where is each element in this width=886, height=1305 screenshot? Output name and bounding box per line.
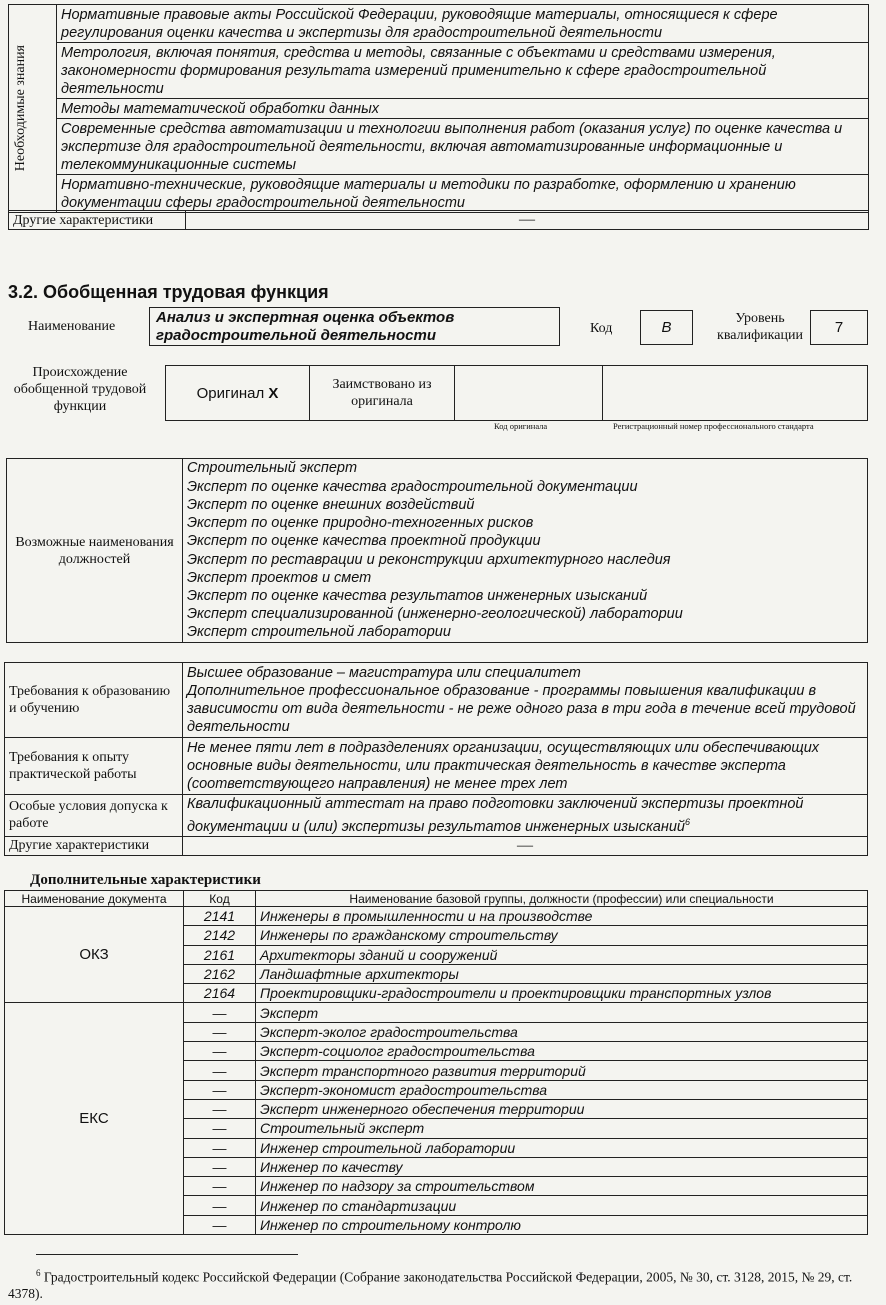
okz-name: Инженеры по гражданскому строительству <box>256 926 868 945</box>
eks-name: Инженер строительной лаборатории <box>256 1138 868 1157</box>
eks-name: Эксперт-эколог градостроительства <box>256 1022 868 1041</box>
okz-name: Ландшафтные архитекторы <box>256 964 868 983</box>
function-name: Анализ и экспертная оценка объектов градостроительной деятельности <box>149 307 560 346</box>
knowledge-item: Нормативные правовые акты Российской Федерации, руководящие материалы, относящиеся к сфере регулирования оценки качества и экспертизы для градостроительной деятельности <box>57 5 869 43</box>
knowledge-item: Нормативно-технические, руководящие материалы и методики по разработке, оформлению и хранению документации сферы градостроительной деятельности <box>57 175 869 213</box>
positions-label: Возможные наименования должностей <box>7 459 183 643</box>
special-label: Особые условия допуска к работе <box>5 795 183 837</box>
position-item: Эксперт проектов и смет <box>187 569 372 586</box>
okz-name: Проектировщики-градостроители и проектировщики транспортных узлов <box>256 984 868 1003</box>
position-item: Эксперт по оценке качества проектной продукции <box>187 533 541 550</box>
code-value: B <box>640 310 693 345</box>
header-doc: Наименование документа <box>5 891 184 907</box>
knowledge-other-table <box>8 210 869 230</box>
edu-value-1: Высшее образование – магистратура или специалитет <box>187 665 581 681</box>
additional-table <box>4 890 868 1235</box>
eks-code: — <box>184 1003 256 1022</box>
footnote-text: Градостроительный кодекс Российской Федерации (Собрание законодательства Российской Федерации, 2005, № 30, ст. 3128, 2015, № 29, ст. 4378). <box>8 1269 853 1301</box>
additional-title: Дополнительные характеристики <box>30 872 261 888</box>
footnote <box>8 1265 868 1302</box>
knowledge-side-cell <box>9 5 57 213</box>
okz-code: 2142 <box>184 926 256 945</box>
original-mark: X <box>268 384 279 402</box>
header-name: Наименование базовой группы, должности (профессии) или специальности <box>256 891 868 907</box>
edu-label: Требования к образованию и обучению <box>5 663 183 738</box>
okz-row <box>5 907 868 926</box>
eks-code: — <box>184 1022 256 1041</box>
footnote-mark: 6 <box>36 1268 41 1278</box>
eks-name: Эксперт <box>256 1003 868 1022</box>
knowledge-side-label: Необходимые знания <box>13 45 28 172</box>
eks-code: — <box>184 1119 256 1138</box>
section-title: 3.2. Обобщенная трудовая функция <box>8 282 329 302</box>
position-item: Эксперт по оценке качества результатов инженерных изысканий <box>187 587 648 604</box>
positions-table <box>6 458 868 643</box>
borrowed-label: Заимствовано из оригинала <box>310 366 455 421</box>
origin-table <box>165 365 868 421</box>
eks-name: Эксперт-социолог градостроительства <box>256 1042 868 1061</box>
edu-value-2: Дополнительное профессиональное образование - программы повышения квалификации в зависимости от вида деятельности - не реже одного раза в три года в течение всей трудовой деятельности <box>187 683 856 735</box>
okz-label: ОКЗ <box>5 907 184 1003</box>
eks-code: — <box>184 1196 256 1215</box>
special-footnote-mark: 6 <box>684 817 690 827</box>
position-item: Эксперт по оценке внешних воздействий <box>187 496 475 513</box>
exp-label: Требования к опыту практической работы <box>5 738 183 795</box>
reg-caption: Регистрационный номер профессионального стандарта <box>613 421 814 431</box>
okz-code: 2141 <box>184 907 256 926</box>
position-item: Эксперт специализированной (инженерно-геологической) лаборатории <box>187 606 683 623</box>
header-code: Код <box>184 891 256 907</box>
edu-value <box>183 663 868 738</box>
eks-name: Эксперт инженерного обеспечения территории <box>256 1099 868 1118</box>
additional-header-row <box>5 891 868 907</box>
special-value-cell <box>183 795 868 837</box>
req-other-label: Другие характеристики <box>5 836 183 855</box>
knowledge-table <box>8 4 869 213</box>
eks-name: Инженер по качеству <box>256 1157 868 1176</box>
position-item: Эксперт по оценке качества градостроительной документации <box>187 478 638 495</box>
eks-name: Инженер по строительному контролю <box>256 1215 868 1234</box>
other-value: — <box>186 211 869 230</box>
special-value: Квалификационный аттестат на право подготовки заключений экспертизы проектной документации и (или) экспертизы результатов инженерных изысканий <box>187 796 804 835</box>
okz-code: 2162 <box>184 964 256 983</box>
original-cell <box>166 366 310 421</box>
eks-name: Эксперт-экономист градостроительства <box>256 1080 868 1099</box>
okz-name: Инженеры в промышленности и на производстве <box>256 907 868 926</box>
exp-value: Не менее пяти лет в подразделениях организации, осуществляющих или обеспечивающих основные виды деятельности, или практическая деятельность в качестве эксперта (соответствующего направления) не менее трех лет <box>183 738 868 795</box>
okz-name: Архитекторы зданий и сооружений <box>256 945 868 964</box>
positions-list <box>183 459 868 643</box>
position-item: Эксперт по реставрации и реконструкции архитектурного наследия <box>187 551 671 568</box>
okz-code: 2164 <box>184 984 256 1003</box>
position-item: Эксперт по оценке природно-техногенных рисков <box>187 515 534 532</box>
eks-name: Эксперт транспортного развития территорий <box>256 1061 868 1080</box>
knowledge-item: Современные средства автоматизации и технологии выполнения работ (оказания услуг) по оценке качества и экспертизе для градостроительной деятельности, включая автоматизированные информационные и телекоммуникационные системы <box>57 119 869 175</box>
requirements-table <box>4 662 868 856</box>
eks-row <box>5 1003 868 1022</box>
eks-code: — <box>184 1061 256 1080</box>
reg-number-cell <box>603 366 868 421</box>
eks-code: — <box>184 1177 256 1196</box>
other-label: Другие характеристики <box>9 211 186 230</box>
name-label: Наименование <box>28 319 116 334</box>
eks-name: Инженер по стандартизации <box>256 1196 868 1215</box>
level-value: 7 <box>810 310 868 345</box>
origin-label: Происхождение обобщенной трудовой функции <box>13 365 147 414</box>
req-other-value: — <box>183 836 868 855</box>
position-item: Эксперт строительной лаборатории <box>187 624 451 641</box>
eks-code: — <box>184 1042 256 1061</box>
code-caption: Код оригинала <box>494 421 548 431</box>
knowledge-item: Методы математической обработки данных <box>57 99 869 119</box>
eks-name: Строительный эксперт <box>256 1119 868 1138</box>
eks-code: — <box>184 1099 256 1118</box>
eks-label: ЕКС <box>5 1003 184 1235</box>
knowledge-item: Метрология, включая понятия, средства и методы, связанные с объектами и средствами измерения, закономерности формирования результата измерений применительно к сфере градостроительной деятельности <box>57 43 869 99</box>
original-code-cell <box>455 366 603 421</box>
eks-code: — <box>184 1215 256 1234</box>
eks-code: — <box>184 1138 256 1157</box>
original-label: Оригинал <box>196 384 265 402</box>
code-label: Код <box>590 321 613 336</box>
position-item: Строительный эксперт <box>187 460 358 477</box>
eks-name: Инженер по надзору за строительством <box>256 1177 868 1196</box>
eks-code: — <box>184 1157 256 1176</box>
footnote-divider <box>36 1254 298 1255</box>
level-label: Уровень квалификации <box>717 311 803 343</box>
eks-code: — <box>184 1080 256 1099</box>
okz-code: 2161 <box>184 945 256 964</box>
